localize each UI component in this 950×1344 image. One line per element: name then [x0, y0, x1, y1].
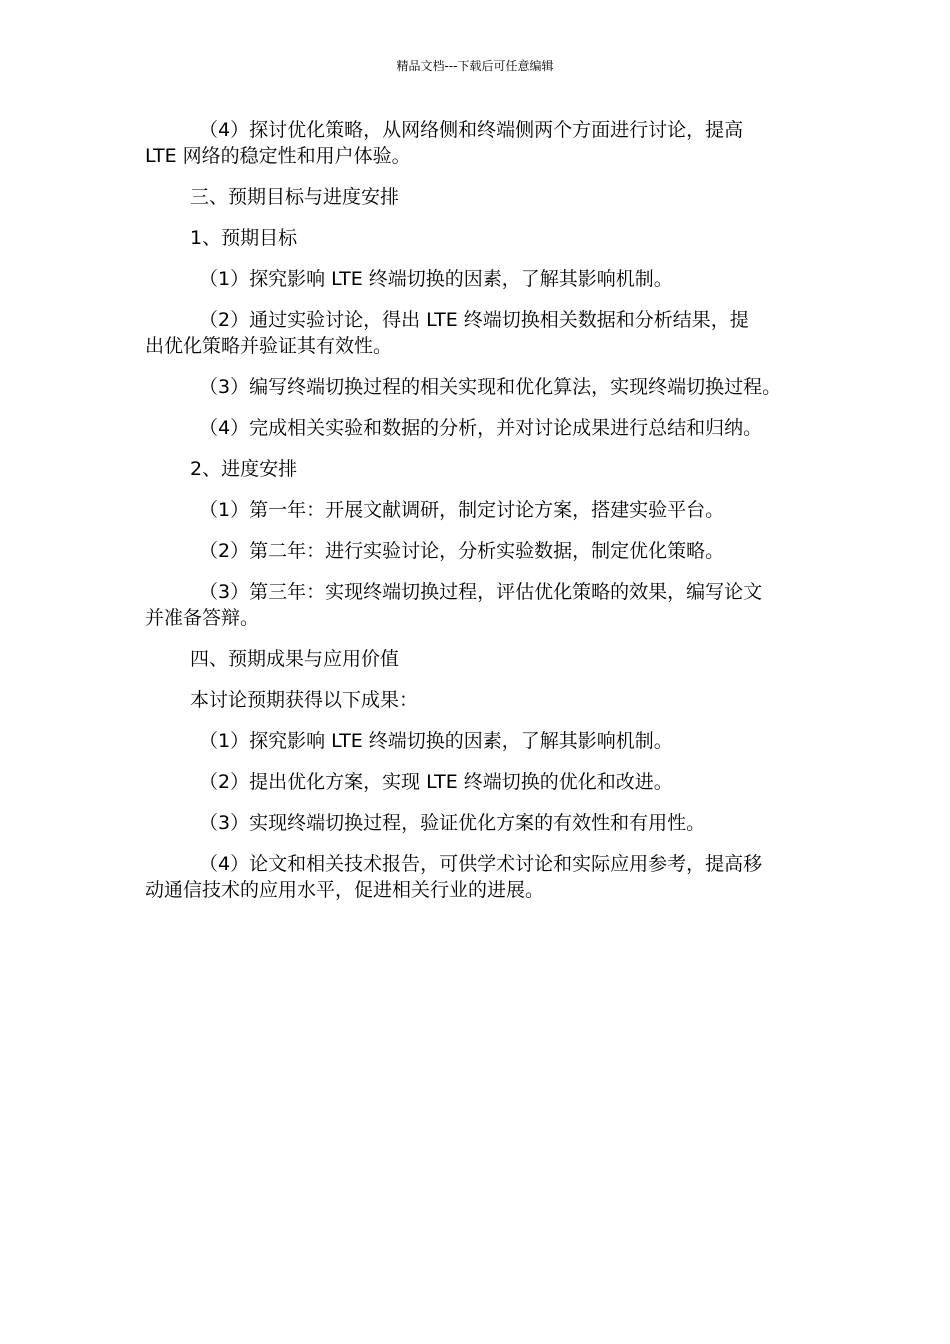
paragraph — [145, 851, 820, 903]
paragraph — [145, 374, 820, 400]
paragraph-line: 2、进度安排 — [190, 458, 298, 480]
page-header: 精品文档---下载后可任意编辑 — [396, 59, 554, 73]
paragraph — [145, 497, 820, 523]
paragraph-line: （4）探讨优化策略，从网络侧和终端侧两个方面进行讨论，提高 — [199, 119, 744, 141]
paragraph-line: 并准备答辩。 — [145, 607, 260, 629]
paragraph — [145, 538, 820, 564]
paragraph-line: （2）提出优化方案，实现 LTE 终端切换的优化和改进。 — [199, 771, 673, 793]
document-body — [145, 117, 820, 918]
paragraph-line: （3）实现终端切换过程，验证优化方案的有效性和有用性。 — [199, 812, 706, 834]
paragraph — [145, 184, 820, 210]
paragraph — [145, 266, 820, 292]
paragraph — [145, 415, 820, 441]
paragraph-line: （2）第二年：进行实验讨论，分析实验数据，制定优化策略。 — [199, 540, 725, 562]
paragraph-line: （3）第三年：实现终端切换过程，评估优化策略的效果，编写论文 — [199, 581, 763, 603]
paragraph — [145, 810, 820, 836]
paragraph — [145, 117, 820, 169]
paragraph-line: 1、预期目标 — [190, 227, 298, 249]
paragraph — [145, 579, 820, 631]
paragraph-line: （1）探究影响 LTE 终端切换的因素，了解其影响机制。 — [199, 268, 673, 290]
paragraph — [145, 646, 820, 672]
paragraph — [145, 456, 820, 482]
paragraph — [145, 307, 820, 359]
paragraph-line: LTE 网络的稳定性和用户体验。 — [145, 145, 411, 167]
paragraph-line: （3）编写终端切换过程的相关实现和优化算法，实现终端切换过程。 — [199, 376, 782, 398]
paragraph-line: 动通信技术的应用水平，促进相关行业的进展。 — [145, 879, 545, 901]
paragraph-line: （4）完成相关实验和数据的分析，并对讨论成果进行总结和归纳。 — [199, 417, 763, 439]
paragraph-line: （2）通过实验讨论，得出 LTE 终端切换相关数据和分析结果，提 — [199, 309, 749, 331]
paragraph-line: 出优化策略并验证其有效性。 — [145, 335, 393, 357]
paragraph-line: （1）探究影响 LTE 终端切换的因素，了解其影响机制。 — [199, 730, 673, 752]
paragraph — [145, 728, 820, 754]
paragraph — [145, 225, 820, 251]
paragraph-line: （1）第一年：开展文献调研，制定讨论方案，搭建实验平台。 — [199, 499, 725, 521]
paragraph-line: 本讨论预期获得以下成果： — [190, 689, 419, 711]
paragraph — [145, 687, 820, 713]
paragraph — [145, 769, 820, 795]
paragraph-line: （4）论文和相关技术报告，可供学术讨论和实际应用参考，提高移 — [199, 853, 763, 875]
paragraph-line: 四、预期成果与应用价值 — [190, 648, 400, 670]
paragraph-line: 三、预期目标与进度安排 — [190, 186, 400, 208]
